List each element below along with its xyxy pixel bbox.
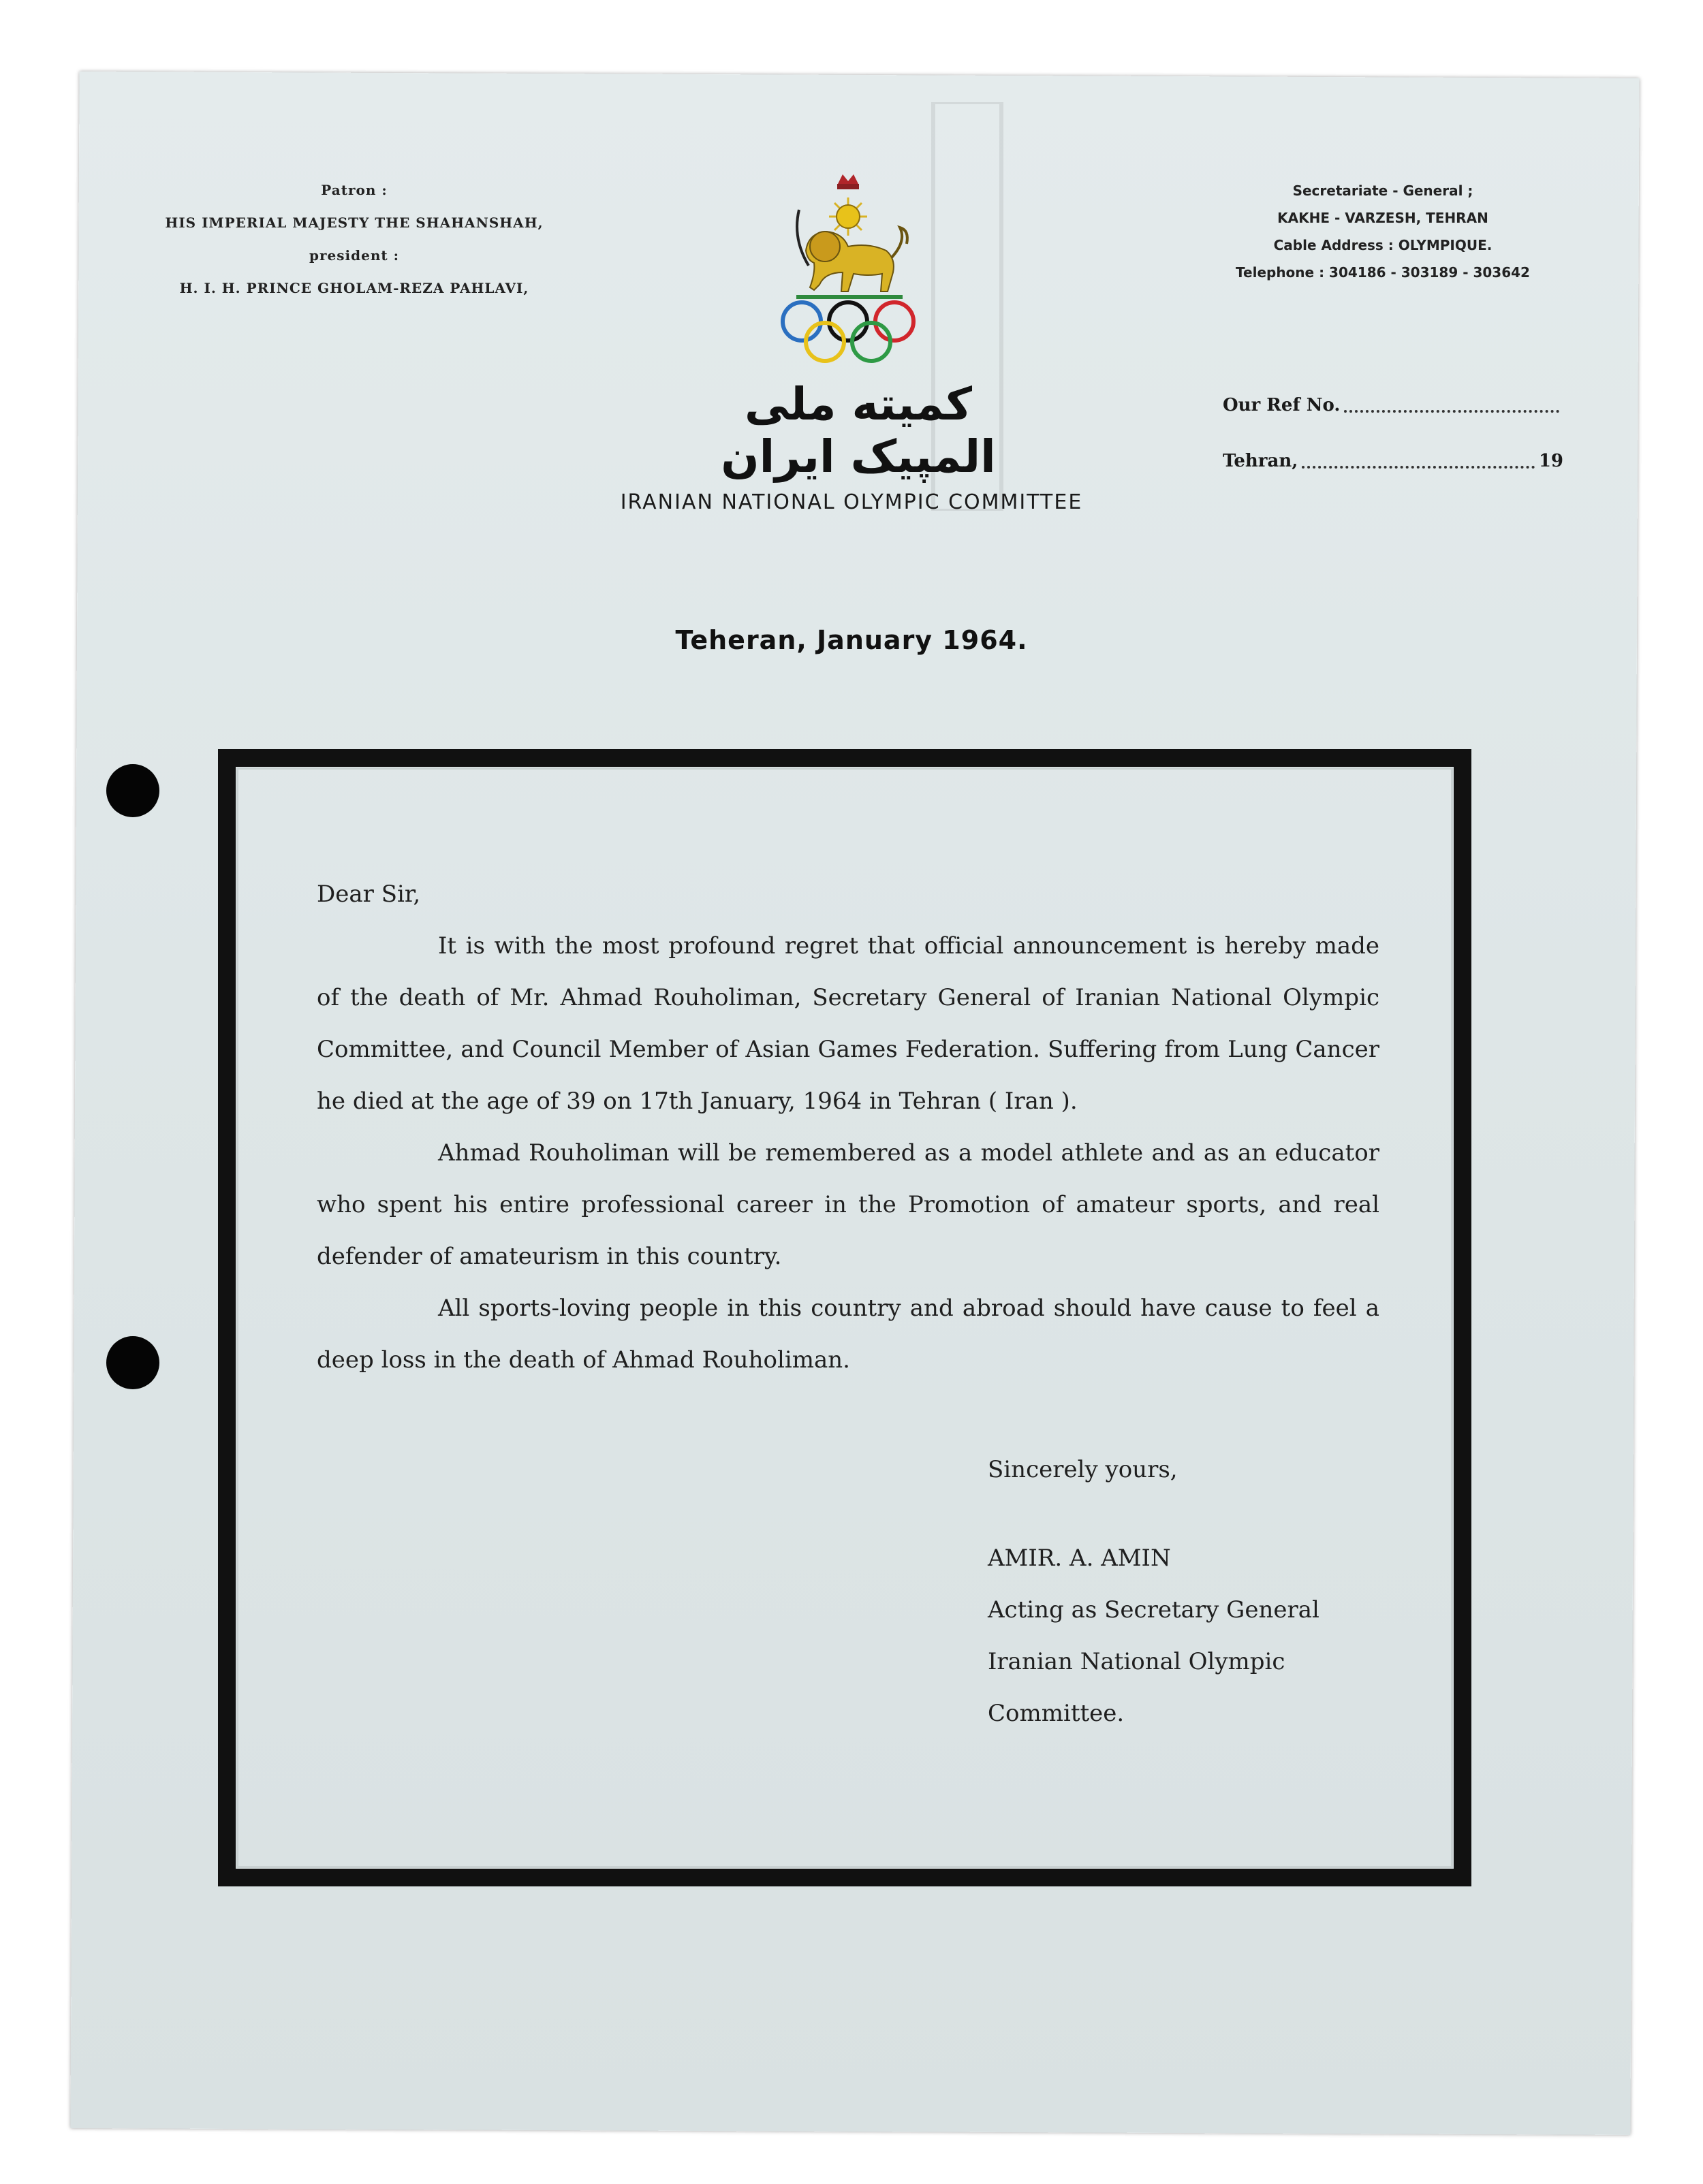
letter-body bbox=[317, 868, 1379, 1386]
farsi-committee-name: کمیته ملی المپیک ایران bbox=[721, 378, 996, 483]
signature-block bbox=[988, 1444, 1396, 1739]
letterhead-right bbox=[1213, 177, 1553, 286]
date-blank bbox=[1302, 451, 1535, 469]
address-line: KAKHE - VARZESH, TEHRAN bbox=[1277, 210, 1488, 226]
signatory-title-line1: Acting as Secretary General bbox=[988, 1596, 1319, 1624]
signatory-title-line3: Committee. bbox=[988, 1700, 1125, 1727]
signatory-title-line2: Iranian National Olympic bbox=[988, 1648, 1285, 1675]
signatory-name: AMIR. A. AMIN bbox=[988, 1545, 1171, 1572]
cable-address-line: Cable Address : OLYMPIQUE. bbox=[1273, 237, 1493, 253]
patron-name: HIS IMPERIAL MAJESTY THE SHAHANSHAH, bbox=[165, 215, 544, 231]
committee-name: IRANIAN NATIONAL OLYMPIC COMMITTEE bbox=[620, 490, 1083, 514]
punch-hole-icon bbox=[106, 1336, 159, 1389]
letter-dateline: Teheran, January 1964. bbox=[675, 625, 1028, 655]
patron-label: Patron : bbox=[321, 182, 388, 198]
paragraph-announcement: It is with the most profound regret that official announcement is hereby made of the death of Mr. Ahmad Rouholiman, Secretary General of Iranian National Olympic Committee, and Council Member of Asian Games Federation. Suffering from Lung Cancer he died at the age of 39 on 17th January, 1964 in Tehran ( Iran ). bbox=[317, 932, 1379, 1115]
closing-phrase: Sincerely yours, bbox=[988, 1456, 1178, 1483]
ref-number-blank bbox=[1344, 395, 1559, 413]
secretariate-line: Secretariate - General ; bbox=[1292, 183, 1473, 199]
president-label: president : bbox=[309, 247, 399, 264]
year-suffix: 19 bbox=[1538, 451, 1563, 471]
ref-number-label: Our Ref No. bbox=[1223, 395, 1341, 415]
place-label: Tehran, bbox=[1223, 451, 1298, 471]
paragraph-remembrance: Ahmad Rouholiman will be remembered as a model athlete and as an educator who spent his entire professional career in the Promotion of amateur sports, and real defender of amateurism in this country. bbox=[317, 1139, 1379, 1270]
salutation: Dear Sir, bbox=[317, 881, 421, 908]
reference-block bbox=[1223, 395, 1563, 507]
president-name: H. I. H. PRINCE GHOLAM-REZA PAHLAVI, bbox=[179, 280, 529, 296]
letterhead-left bbox=[129, 174, 579, 304]
paragraph-loss: All sports-loving people in this country and abroad should have cause to feel a deep loss in the death of Ahmad Rouholiman. bbox=[317, 1295, 1379, 1374]
punch-hole-icon bbox=[106, 764, 159, 817]
lion-and-sun-olympic-emblem-icon bbox=[766, 170, 930, 375]
telephone-line: Telephone : 304186 - 303189 - 303642 bbox=[1236, 264, 1530, 281]
